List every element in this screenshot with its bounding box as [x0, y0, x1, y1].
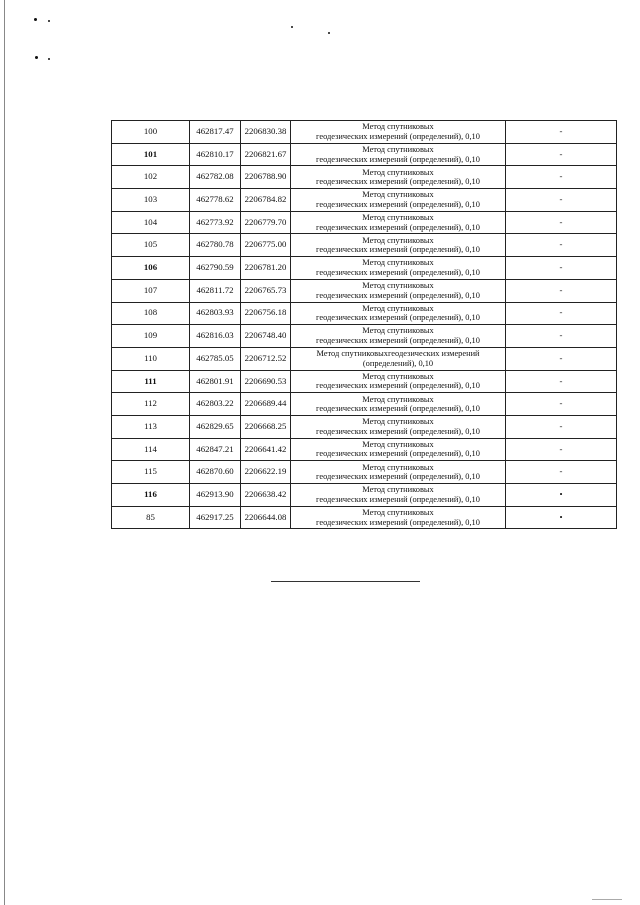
- point-number-cell: 108: [112, 302, 190, 325]
- extra-cell: -: [506, 211, 617, 234]
- point-number-cell: 110: [112, 347, 190, 370]
- extra-cell: -: [506, 347, 617, 370]
- y-coordinate-cell: 2206821.67: [241, 143, 291, 166]
- table-row: [112, 302, 617, 325]
- x-coordinate-cell: 462782.08: [190, 166, 241, 189]
- method-line-1: Метод спутниковых: [362, 235, 434, 245]
- scan-speck: [48, 58, 50, 60]
- y-coordinate-cell: 2206756.18: [241, 302, 291, 325]
- method-line-1: Метод спутниковых: [362, 303, 434, 313]
- point-number-cell: 109: [112, 325, 190, 348]
- x-coordinate-cell: 462803.93: [190, 302, 241, 325]
- x-coordinate-cell: 462773.92: [190, 211, 241, 234]
- point-number-cell: 102: [112, 166, 190, 189]
- scan-edge-mark: [592, 899, 622, 900]
- y-coordinate-cell: 2206748.40: [241, 325, 291, 348]
- method-cell: [291, 393, 506, 416]
- extra-cell: -: [506, 121, 617, 144]
- y-coordinate-cell: 2206668.25: [241, 415, 291, 438]
- x-coordinate-cell: 462811.72: [190, 279, 241, 302]
- point-number-cell: 104: [112, 211, 190, 234]
- table-row: [112, 143, 617, 166]
- method-line-1: Метод спутниковых: [362, 462, 434, 472]
- point-number-cell: 100: [112, 121, 190, 144]
- extra-cell: -: [506, 279, 617, 302]
- point-number-cell: 107: [112, 279, 190, 302]
- method-cell: [291, 438, 506, 461]
- x-coordinate-cell: 462829.65: [190, 415, 241, 438]
- x-coordinate-cell: 462917.25: [190, 506, 241, 529]
- method-line-1: Метод спутниковых: [362, 485, 434, 495]
- method-cell: [291, 370, 506, 393]
- method-line-1: Метод спутниковыхгеодезических измерений: [316, 349, 480, 359]
- method-line-2: геодезических измерений (определений), 0,10: [316, 517, 480, 527]
- scan-speck: [291, 26, 293, 28]
- extra-cell: -: [506, 438, 617, 461]
- table-row: [112, 484, 617, 507]
- table-row: [112, 189, 617, 212]
- method-cell: [291, 461, 506, 484]
- y-coordinate-cell: 2206788.90: [241, 166, 291, 189]
- y-coordinate-cell: 2206775.00: [241, 234, 291, 257]
- point-number-cell: 105: [112, 234, 190, 257]
- table-row: [112, 347, 617, 370]
- y-coordinate-cell: 2206830.38: [241, 121, 291, 144]
- point-number-cell: 111: [112, 370, 190, 393]
- x-coordinate-cell: 462803.22: [190, 393, 241, 416]
- method-cell: [291, 257, 506, 280]
- point-number-cell: 85: [112, 506, 190, 529]
- method-line-2: геодезических измерений (определений), 0,10: [316, 472, 480, 482]
- table-row: [112, 121, 617, 144]
- extra-cell: -: [506, 302, 617, 325]
- method-line-2: геодезических измерений (определений), 0,10: [316, 313, 480, 323]
- method-line-2: геодезических измерений (определений), 0,10: [316, 199, 480, 209]
- x-coordinate-cell: 462913.90: [190, 484, 241, 507]
- method-line-2: геодезических измерений (определений), 0,10: [316, 336, 480, 346]
- extra-cell: •: [506, 506, 617, 529]
- method-line-2: (определений), 0,10: [362, 358, 434, 368]
- method-line-1: Метод спутниковых: [362, 417, 434, 427]
- extra-cell: -: [506, 166, 617, 189]
- method-line-1: Метод спутниковых: [362, 258, 434, 268]
- y-coordinate-cell: 2206784.82: [241, 189, 291, 212]
- method-line-2: геодезических измерений (определений), 0,10: [316, 449, 480, 459]
- point-number-cell: 106: [112, 257, 190, 280]
- x-coordinate-cell: 462817.47: [190, 121, 241, 144]
- method-line-2: геодезических измерений (определений), 0,10: [316, 290, 480, 300]
- method-line-2: геодезических измерений (определений), 0,10: [316, 177, 480, 187]
- coordinates-table: [111, 120, 617, 529]
- extra-cell: -: [506, 257, 617, 280]
- method-line-1: Метод спутниковых: [362, 394, 434, 404]
- method-line-2: геодезических измерений (определений), 0,10: [316, 494, 480, 504]
- method-line-2: геодезических измерений (определений), 0,10: [316, 267, 480, 277]
- y-coordinate-cell: 2206765.73: [241, 279, 291, 302]
- scan-speck: [328, 32, 330, 34]
- method-line-2: геодезических измерений (определений), 0,10: [316, 381, 480, 391]
- method-line-1: Метод спутниковых: [362, 326, 434, 336]
- method-cell: [291, 302, 506, 325]
- y-coordinate-cell: 2206644.08: [241, 506, 291, 529]
- coordinates-table-body: [112, 121, 617, 529]
- extra-cell: -: [506, 370, 617, 393]
- table-row: [112, 166, 617, 189]
- point-number-cell: 114: [112, 438, 190, 461]
- method-cell: [291, 325, 506, 348]
- method-line-1: Метод спутниковых: [362, 213, 434, 222]
- method-cell: [291, 166, 506, 189]
- x-coordinate-cell: 462790.59: [190, 257, 241, 280]
- extra-cell: -: [506, 189, 617, 212]
- x-coordinate-cell: 462801.91: [190, 370, 241, 393]
- method-cell: [291, 484, 506, 507]
- table-row: [112, 506, 617, 529]
- method-cell: [291, 234, 506, 257]
- x-coordinate-cell: 462785.05: [190, 347, 241, 370]
- extra-cell: -: [506, 143, 617, 166]
- method-line-1: Метод спутниковых: [362, 190, 434, 200]
- point-number-cell: 101: [112, 143, 190, 166]
- y-coordinate-cell: 2206622.19: [241, 461, 291, 484]
- table-row: [112, 325, 617, 348]
- method-line-2: геодезических измерений (определений), 0,10: [316, 222, 480, 232]
- y-coordinate-cell: 2206689.44: [241, 393, 291, 416]
- x-coordinate-cell: 462870.60: [190, 461, 241, 484]
- table-row: [112, 279, 617, 302]
- method-line-1: Метод спутниковых: [362, 439, 434, 449]
- table-row: [112, 438, 617, 461]
- table-row: [112, 257, 617, 280]
- point-number-cell: 112: [112, 393, 190, 416]
- scan-edge-line: [4, 0, 5, 905]
- method-cell: [291, 347, 506, 370]
- method-line-1: Метод спутниковых: [362, 167, 434, 177]
- x-coordinate-cell: 462816.03: [190, 325, 241, 348]
- method-line-1: Метод спутниковых: [362, 371, 434, 381]
- scan-speck: [34, 18, 37, 21]
- extra-cell: -: [506, 234, 617, 257]
- method-line-2: геодезических измерений (определений), 0,10: [316, 154, 480, 164]
- point-number-cell: 113: [112, 415, 190, 438]
- extra-cell: -: [506, 461, 617, 484]
- method-cell: [291, 415, 506, 438]
- table-row: [112, 415, 617, 438]
- x-coordinate-cell: 462780.78: [190, 234, 241, 257]
- y-coordinate-cell: 2206690.53: [241, 370, 291, 393]
- scan-speck: [48, 20, 50, 22]
- y-coordinate-cell: 2206779.70: [241, 211, 291, 234]
- table-row: [112, 211, 617, 234]
- method-cell: [291, 143, 506, 166]
- method-line-2: геодезических измерений (определений), 0,10: [316, 245, 480, 255]
- method-line-1: Метод спутниковых: [362, 144, 434, 154]
- closing-rule: [271, 581, 420, 582]
- method-line-1: Метод спутниковых: [362, 281, 434, 291]
- point-number-cell: 103: [112, 189, 190, 212]
- method-cell: [291, 211, 506, 234]
- table-row: [112, 393, 617, 416]
- y-coordinate-cell: 2206638.42: [241, 484, 291, 507]
- method-cell: [291, 279, 506, 302]
- method-line-2: геодезических измерений (определений), 0,10: [316, 404, 480, 414]
- scan-speck: [35, 56, 38, 59]
- y-coordinate-cell: 2206781.20: [241, 257, 291, 280]
- method-line-2: геодезических измерений (определений), 0,10: [316, 426, 480, 436]
- point-number-cell: 115: [112, 461, 190, 484]
- method-line-1: Метод спутниковых: [362, 507, 434, 517]
- table-row: [112, 461, 617, 484]
- extra-cell: -: [506, 415, 617, 438]
- method-line-1: Метод спутниковых: [362, 122, 434, 132]
- method-cell: [291, 506, 506, 529]
- y-coordinate-cell: 2206641.42: [241, 438, 291, 461]
- x-coordinate-cell: 462810.17: [190, 143, 241, 166]
- extra-cell: -: [506, 393, 617, 416]
- x-coordinate-cell: 462778.62: [190, 189, 241, 212]
- method-line-2: геодезических измерений (определений), 0,10: [316, 131, 480, 141]
- x-coordinate-cell: 462847.21: [190, 438, 241, 461]
- method-cell: [291, 189, 506, 212]
- method-cell: [291, 121, 506, 144]
- table-row: [112, 234, 617, 257]
- table-row: [112, 370, 617, 393]
- extra-cell: •: [506, 484, 617, 507]
- extra-cell: -: [506, 325, 617, 348]
- point-number-cell: 116: [112, 484, 190, 507]
- y-coordinate-cell: 2206712.52: [241, 347, 291, 370]
